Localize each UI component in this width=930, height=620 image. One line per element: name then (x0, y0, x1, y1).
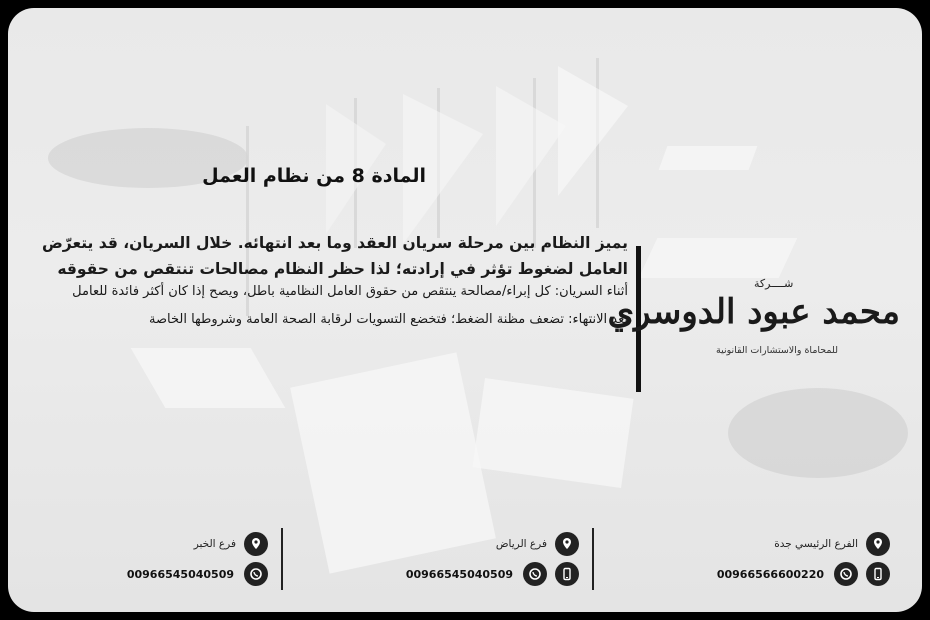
branch-name: فرع الرياض (495, 538, 547, 550)
logo-company-name: محمد عبود الدوسري (607, 292, 900, 332)
article-lead: يميز النظام بين مرحلة سريان العقد وما بعد انتهائه. خلال السريان، قد يتعرّض العامل لضغوط تؤثر في إرادته؛ لذا حظر النظام مصالحات تنتقص من حقوقه (41, 234, 628, 278)
article-point-after: بعد الانتهاء: تضعف مظنة الضغط؛ فتخضع التسويات لرقابة الصحة العامة وشروطها الخاصة (149, 312, 628, 327)
company-logo (607, 276, 900, 366)
branch-riyadh (309, 526, 579, 596)
logo-company-word: شــــركة (754, 277, 794, 290)
branch-name: الفرع الرئيسي جدة (774, 538, 858, 550)
article-title: المادة 8 من نظام العمل (202, 165, 426, 187)
whatsapp-icon[interactable] (244, 562, 268, 586)
branch-jeddah (620, 526, 890, 596)
branch-divider (281, 528, 283, 590)
whatsapp-icon[interactable] (523, 562, 547, 586)
mobile-phone-icon[interactable] (866, 562, 890, 586)
branch-phone[interactable]: 00966545040509 (126, 567, 234, 581)
card (8, 8, 922, 612)
branch-khobar (8, 526, 268, 596)
branch-name: فرع الخبر (193, 538, 236, 550)
location-pin-icon (555, 532, 579, 556)
branch-phone[interactable]: 00966545040509 (405, 567, 513, 581)
mobile-phone-icon[interactable] (555, 562, 579, 586)
branch-divider (592, 528, 594, 590)
location-pin-icon (244, 532, 268, 556)
article-point-during: أثناء السريان: كل إبراء/مصالحة ينتقص من حقوق العامل النظامية باطل، ويصح إذا كان أكثر فائدة للعامل (72, 284, 628, 299)
whatsapp-icon[interactable] (834, 562, 858, 586)
logo-tagline: للمحاماة والاستشارات القانونية (716, 345, 838, 356)
location-pin-icon (866, 532, 890, 556)
branch-phone[interactable]: 00966566600220 (716, 567, 824, 581)
article-body (36, 230, 628, 330)
